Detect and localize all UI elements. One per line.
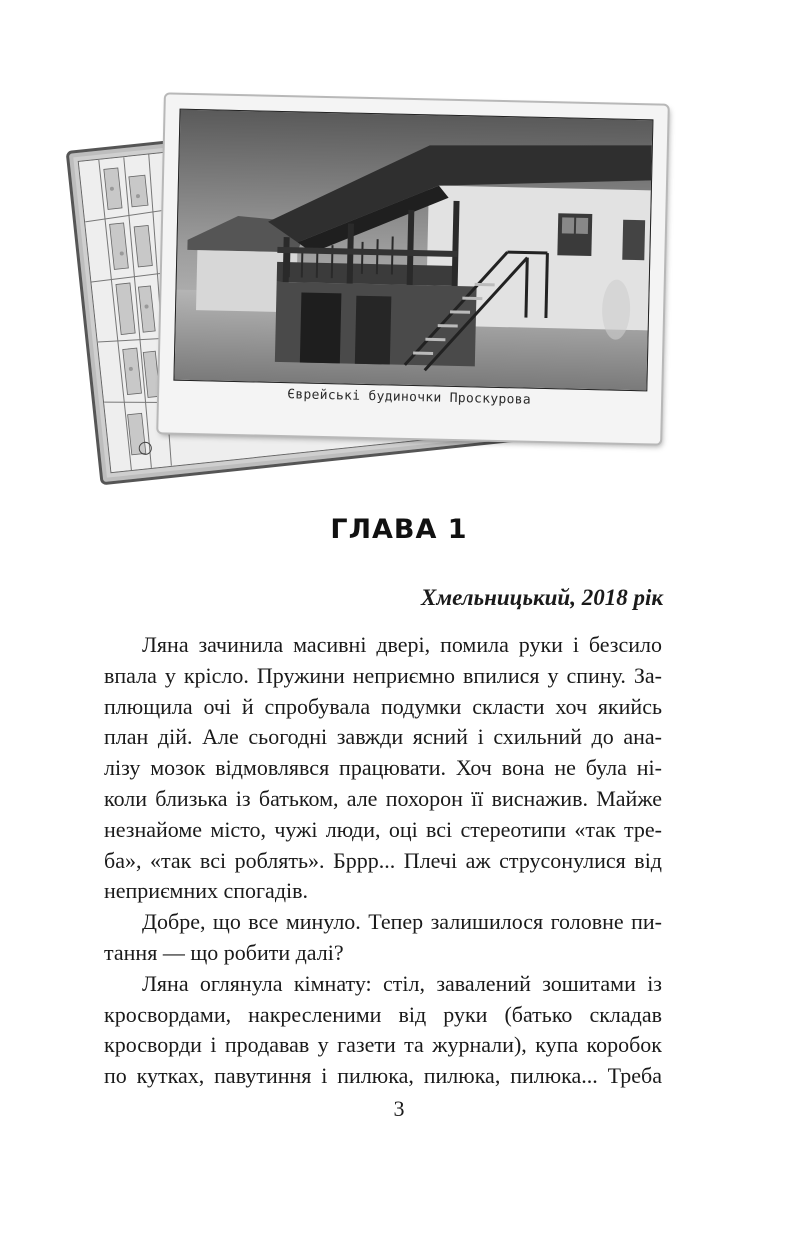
text-line: впала у крісло. Пружини неприємно впилися у спину. За- (104, 662, 662, 688)
text-line: по кутках, павутиння і пилюка, пилюка, пилюка... Треба (104, 1063, 662, 1089)
text-line: лізу мозок відмовлявся працювати. Хоч вона не була ні- (104, 755, 662, 781)
text-line: ба», «так всі роблять». Бррр... Плечі аж струсонулися від (104, 847, 662, 873)
text-line: Ляна зачинила масивні двері, помила руки і безсило (142, 632, 662, 657)
text-line: кросворди і продавав у газети та журнали), купа коробок (104, 1032, 662, 1058)
text-line: план дій. Але сьогодні завжди ясний і схильний до ана- (104, 724, 662, 750)
text-line: кросвордами, накресленими від руки (батько складав (104, 1001, 662, 1027)
chapter-title: ГЛАВА 1 (330, 514, 468, 545)
text-line: неприємних спогадів. (104, 878, 309, 904)
text-line: коли близька із батьком, але похорон її виснажив. Майже (104, 785, 662, 811)
photo-card (158, 94, 668, 443)
chapter-place-date: Хмельницький, 2018 рік (421, 585, 663, 610)
chapter-illustration (70, 88, 670, 458)
page-number: 3 (393, 1096, 405, 1121)
text-line: тання — що робити далі? (104, 939, 344, 965)
chapter-body-text (104, 630, 662, 1092)
text-line: незнайоме місто, чужі люди, оці всі стереотипи «так тре- (104, 816, 662, 842)
text-line: плющила очі й спробувала подумки скласти хоч якийсь (104, 693, 662, 719)
photo-caption: Єврейські будиночки Проскурова (287, 387, 532, 408)
text-line: Добре, що все минуло. Тепер залишилося головне пи- (142, 909, 662, 935)
text-line: Ляна оглянула кімнату: стіл, завалений зошитами із (142, 970, 662, 996)
house-photo (173, 109, 653, 392)
